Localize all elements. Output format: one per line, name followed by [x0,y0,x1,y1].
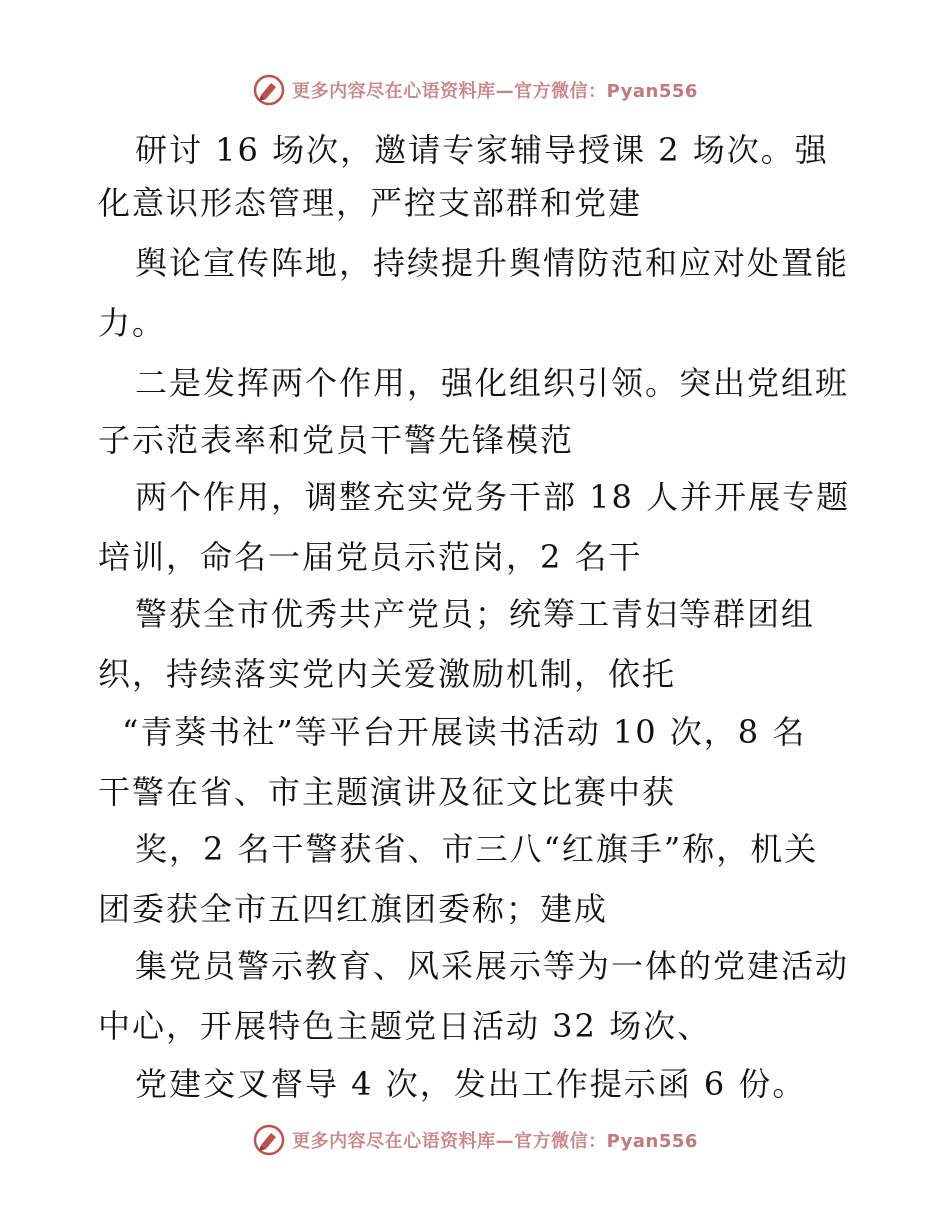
text-line: 集党员警示教育、风采展示等为一体的党建活动 [135,947,850,985]
header-watermark [0,70,950,110]
text-line: 舆论宣传阵地，持续提升舆情防范和应对处置能 [135,244,850,282]
text-line: 二是发挥两个作用，强化组织引领。突出党组班 [135,364,850,402]
text-line: 子示范表率和党员干警先锋模范 [98,421,575,459]
pen-logo-icon [252,73,286,107]
text-line: “青葵书社”等平台开展读书活动 10 次，8 名 [122,713,807,751]
text-line: 警获全市优秀共产党员；统筹工青妇等群团组 [135,595,816,633]
text-line: 培训，命名一届党员示范岗，2 名干 [98,538,643,576]
text-line: 织，持续落实党内关爱激励机制，依托 [98,655,677,693]
text-line: 研讨 16 场次，邀请专家辅导授课 2 场次。强 [135,131,829,169]
text-line: 奖，2 名干警获省、市三八“红旗手”称，机关 [135,830,819,868]
text-line: 中心，开展特色主题党日活动 32 场次、 [98,1007,712,1045]
text-line: 化意识形态管理，严控支部群和党建 [98,184,643,222]
text-line: 两个作用，调整充实党务干部 18 人并开展专题 [135,478,851,516]
text-line: 干警在省、市主题演讲及征文比赛中获 [98,773,677,811]
watermark-text: 更多内容尽在心语资料库—官方微信：Pyan556 [292,81,698,102]
text-line: 党建交叉督导 4 次，发出工作提示函 6 份。 [135,1065,807,1103]
pen-logo-icon [252,1123,286,1157]
footer-watermark [0,1120,950,1160]
watermark-text: 更多内容尽在心语资料库—官方微信：Pyan556 [292,1131,698,1152]
text-line: 力。 [98,304,167,342]
text-line: 团委获全市五四红旗团委称；建成 [98,890,609,928]
